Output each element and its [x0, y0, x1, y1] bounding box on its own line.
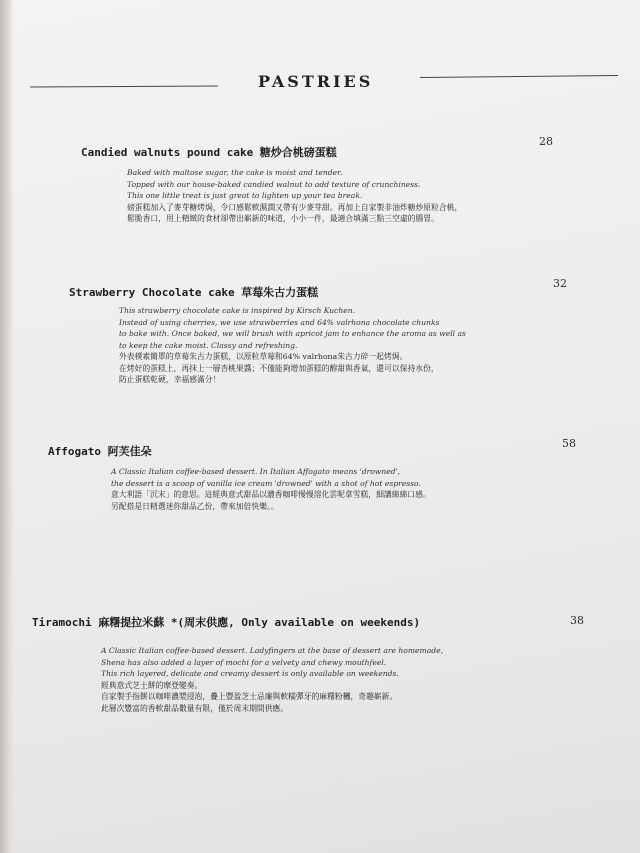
item-price-walnut-cake: 28 [539, 135, 553, 148]
heading-rule-right [420, 75, 618, 78]
paper-edge-shadow [0, 0, 14, 853]
description-line: This one little treat is just great to lighten up your tea break. [127, 191, 363, 200]
description-line: Shena has also added a layer of mochi for a velvety and chewy mouthfeel. [101, 657, 387, 667]
description-line-zh: 防止蛋糕乾硬，幸福感滿分！ [119, 375, 221, 384]
section-heading: PASTRIES [258, 72, 374, 91]
description-line-zh: 另配搭是日精選迷你甜品乙份，帶來加倍快樂。。 [111, 501, 279, 511]
description-line: A Classic Italian coffee-based dessert. In Italian Affogato means 'drowned', [111, 467, 401, 476]
description-line: This strawberry chocolate cake is inspired by Kirsch Kuchen. [119, 306, 356, 315]
item-title-affogato: Affogato 阿芙佳朵 [48, 445, 152, 458]
description-line: Baked with maltose sugar, the cake is moist and tender. [127, 168, 343, 177]
heading-rule-left [30, 86, 218, 88]
item-title-strawberry-cake: Strawberry Chocolate cake 草莓朱古力蛋糕 [69, 286, 319, 299]
description-line: This rich layered, delicate and creamy dessert is only available on weekends. [101, 669, 399, 678]
item-price-affogato: 58 [562, 437, 576, 450]
description-line: the dessert is a scoop of vanilla ice cream 'drowned' with a shot of hot espresso. [111, 478, 421, 488]
description-line-zh: 在烤好的蛋糕上，再抹上一層杏桃果醬；不僅能夠增加蛋糕的醇甜與香氣，還可以保持水份， [119, 363, 439, 373]
item-description-strawberry-cake [119, 305, 466, 386]
item-description-walnut-cake [127, 167, 462, 225]
item-description-affogato [111, 466, 431, 512]
description-line-zh: 鬆脆香口，用上精緻的食材卻帶出嶄新的味道，小小一件，最適合填滿三點三空虛的腸胃。 [127, 214, 439, 223]
item-title-tiramochi: Tiramochi 麻糬提拉米蘇 *(周末供應, Only available on weekends) [32, 616, 421, 629]
item-title-walnut-cake: Candied walnuts pound cake 糖炒合桃磅蛋糕 [81, 146, 337, 159]
description-line: A Classic Italian coffee-based dessert. Ladyfingers at the base of dessert are homemade, [101, 646, 444, 655]
description-line-zh: 外表樸素簡單的草莓朱古力蛋糕，以原粒草莓和64% valrhona朱古力碎一起烤焗。 [119, 352, 408, 361]
description-line-zh: 磅蛋糕加入了麥芽糖烤焗，令口感鬆軟濕潤又帶有少麥芽甜。再加上自家製非油炸糖炒原粒合桃， [127, 202, 463, 212]
description-line-zh: 自家製手指餅以咖啡濃漿浸泡，疊上豐盈芝士忌廉與軟糯彈牙的麻糬粉糰，奇趣嶄新。 [101, 692, 398, 701]
item-description-tiramochi [101, 645, 443, 714]
description-line-zh: 意大利語「沉末」的意思。這經典意式甜品以濃香咖啡慢慢溶化雲呢拿雪糕，細講綿綿口感。 [111, 490, 431, 499]
description-line: to keep the cake moist. Classy and refreshing. [119, 340, 298, 350]
description-line: Topped with our house-baked candied walnut to add texture of crunchiness. [127, 179, 421, 189]
description-line-zh: 經典意式芝士餅的摩登變奏。 [101, 680, 203, 690]
item-price-tiramochi: 38 [570, 614, 584, 627]
item-price-strawberry-cake: 32 [553, 277, 567, 290]
description-line: to bake with. Once baked, we will brush with apricot jam to enhance the aroma as well as [119, 329, 466, 338]
description-line-zh: 此層次豐富的香軟甜品數量有限，僅於周末期間供應。 [101, 703, 289, 713]
description-line: Instead of using cherries, we use strawberries and 64% valrhona chocolate chunks [119, 317, 440, 327]
